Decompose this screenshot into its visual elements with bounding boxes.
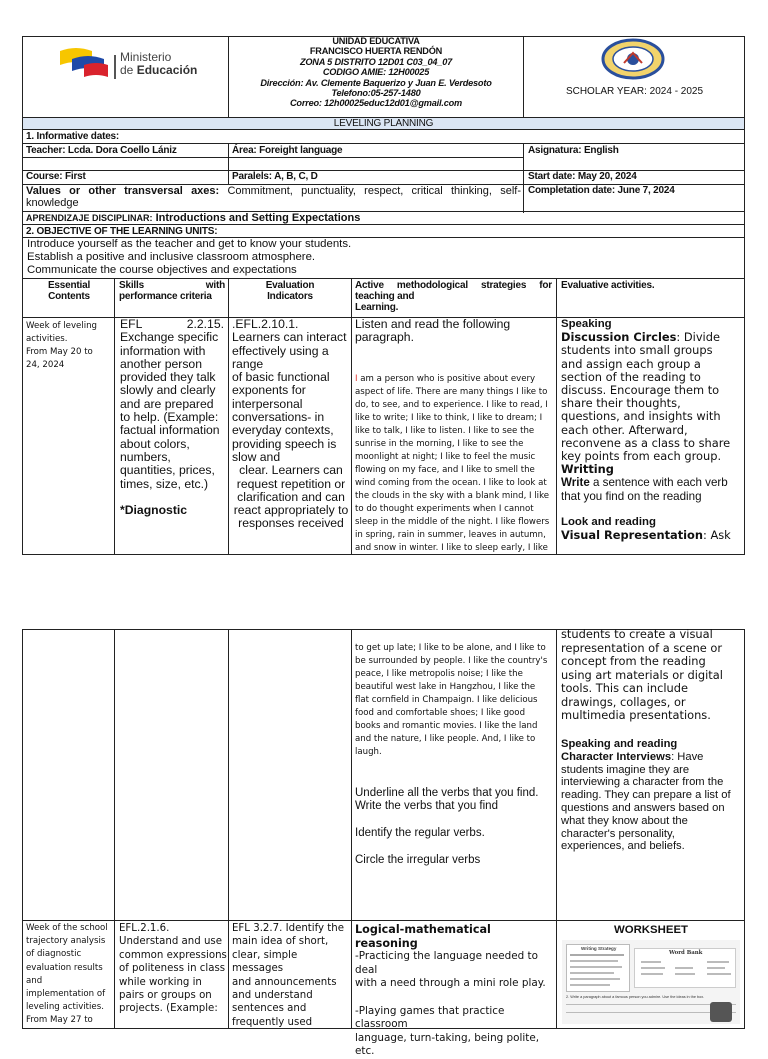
school-line: UNIDAD EDUCATIVA xyxy=(332,36,420,46)
planning-title: LEVELING PLANNING xyxy=(23,118,744,129)
skills-line: times, size, etc.) xyxy=(120,476,209,491)
diagnostic-label: *Diagnostic xyxy=(120,502,188,517)
ministerio-text: Ministerio xyxy=(120,50,172,64)
skills-line: provided they talk xyxy=(120,370,216,385)
area: Área: Foreight language xyxy=(232,145,343,156)
evaluation-line: frequently used xyxy=(232,1016,313,1028)
row1-paragraph xyxy=(355,373,553,554)
skills-line: pairs or groups on xyxy=(119,990,212,1002)
evaluation-line: interpersonal xyxy=(232,396,303,411)
skills-line: another person xyxy=(120,356,202,371)
skills-line: Understand and use xyxy=(119,936,222,948)
task-line: Underline all the verbs that you find. xyxy=(355,787,539,799)
evaluative-line: tools. This can include xyxy=(561,681,688,695)
evaluation-line: conversations- in xyxy=(232,410,325,425)
paragraph-first-letter: I xyxy=(355,374,358,384)
row2-character xyxy=(561,738,745,853)
paragraph-line: food and comfortable shoes; I like good xyxy=(355,708,526,718)
active-intro-line: Listen and read the following xyxy=(355,317,511,331)
asignatura: Asignatura: English xyxy=(528,145,619,156)
active-line: -Playing games that practice classroom xyxy=(355,1004,505,1031)
discussion-line: key points from each group. xyxy=(561,449,722,464)
worksheet-title: WORKSHEET xyxy=(613,924,689,936)
character-line: questions and answers based on xyxy=(561,801,725,814)
active-line xyxy=(355,991,553,1005)
paragraph-line: and the nature, I like people. And, I like to xyxy=(355,734,536,744)
evaluation-line: providing speech is xyxy=(232,436,337,451)
row1-skills xyxy=(120,318,224,517)
col-active-b: methodological xyxy=(396,280,468,291)
ws-prompt: 2. Write a paragraph about a famous person you admire. Use the ideas in the box. xyxy=(566,995,705,999)
objectives xyxy=(27,238,351,278)
discussion-label: Discussion Circles xyxy=(561,330,677,345)
paragraph-line: to get up late; I like to be alone, and I like to xyxy=(355,643,546,653)
school-line: CODIGO AMIE: 12H00025 xyxy=(322,67,430,78)
paragraph-line: am a person who is positive about every xyxy=(357,374,536,384)
discussion-line: questions, and insights with xyxy=(561,409,721,424)
evaluation-line: and understand xyxy=(232,990,313,1002)
discussion-line: and assign each group a xyxy=(561,356,701,371)
row3-evaluation xyxy=(232,922,350,1029)
essential-line: implementation of xyxy=(26,989,106,1000)
course: Course: First xyxy=(26,171,86,182)
section1-title: 1. Informative dates: xyxy=(26,131,120,142)
discussion-line: : Divide xyxy=(676,330,720,345)
skills-line: while working in xyxy=(119,976,202,988)
paragraph-line: beautiful west lake in Hangzhou, I like the xyxy=(355,682,536,692)
skills-line: common expressions xyxy=(119,949,227,961)
objective-item: Establish a positive and inclusive classroom atmosphere. xyxy=(27,251,316,264)
aprendizaje xyxy=(26,212,360,224)
evaluative-line: students to create a visual xyxy=(561,627,713,641)
active-intro-line: paragraph. xyxy=(355,330,414,345)
essential-line: of diagnostic xyxy=(26,949,82,960)
ws-writing-strategy: Writing Strategy xyxy=(581,946,617,951)
paragraph-line: flowing on my face, and I like to smell the xyxy=(355,465,535,475)
paragraph-line: like to write; I like to think, I like to dream; I xyxy=(355,413,543,423)
evaluation-line: react appropriately to xyxy=(233,503,349,518)
paragraph-line: in spring, rain in summer, leaves in autumn, xyxy=(355,530,546,540)
visual-rest: : Ask xyxy=(703,528,731,543)
essential-line: From May 27 to xyxy=(26,1015,93,1026)
skills-line: numbers, xyxy=(120,449,171,464)
character-line: : Have xyxy=(671,750,704,763)
teacher: Teacher: Lcda. Dora Coello Lániz xyxy=(26,145,177,156)
discussion-line: reconvene as a class to share xyxy=(561,435,731,450)
completion-date: Completation date: June 7, 2024 xyxy=(528,185,675,196)
ministerio-de: de xyxy=(120,63,134,77)
paragraph-line: sleep in the middle of the night. I like flowers xyxy=(355,517,550,527)
visual-label: Visual Representation xyxy=(561,528,703,543)
look-reading-label: Look and reading xyxy=(561,515,656,528)
essential-line: evaluation results xyxy=(26,962,103,973)
active-line: with a need through a mini role play. xyxy=(355,977,546,990)
writting-label: Writting xyxy=(561,462,614,477)
paragraph-line: do, to see, and to experience. I like to read, I xyxy=(355,400,548,410)
speaking-reading-label: Speaking and reading xyxy=(561,738,678,750)
skills-line: of politeness in class xyxy=(119,963,226,975)
ministerio-logo xyxy=(58,45,198,85)
skills-line: information with xyxy=(120,343,206,358)
ministerio-educacion: Educación xyxy=(136,63,198,77)
objective-item: Introduce yourself as the teacher and get to know your students. xyxy=(27,238,352,250)
col-skills xyxy=(119,280,225,302)
col-skills-b: with xyxy=(205,280,225,291)
col-evaluative: Evaluative activities. xyxy=(561,280,655,291)
paragraph-line: wind coming from the ocean. I like to look at xyxy=(355,478,547,488)
essential-line: Week of the school xyxy=(26,923,108,933)
speaking-label: Speaking xyxy=(561,318,612,330)
discussion-line: students into small groups xyxy=(561,343,713,358)
evaluative-line: multimedia presentations. xyxy=(561,708,711,722)
character-line: character's personality, xyxy=(561,827,675,840)
school-line: FRANCISCO HUERTA RENDÓN xyxy=(309,46,443,57)
paralels: Paralels: A, B, C, D xyxy=(232,171,318,182)
evaluation-line: range xyxy=(232,356,264,371)
essential-line: activities. xyxy=(26,334,68,344)
evaluation-line: Learners can interact xyxy=(232,330,347,345)
discussion-line: discuss. Encourage them to xyxy=(561,383,720,398)
skills-line: slowly and clearly xyxy=(120,383,216,398)
values-label: Values or other transversal axes: xyxy=(26,185,220,197)
discussion-line: section of the reading to xyxy=(561,369,701,384)
paragraph-line: be surrounded by people. I like the country's xyxy=(355,656,548,666)
character-line: interviewing a character from the xyxy=(561,776,724,789)
character-line: what they know about the xyxy=(561,814,688,827)
paragraph-line: like to talk, I like to listen. I like to see the xyxy=(355,426,535,436)
col-active-e: teaching and xyxy=(355,291,415,302)
section2-title: 2. OBJECTIVE OF THE LEARNING UNITS: xyxy=(26,226,218,237)
active-title: Logical-mathematical reasoning xyxy=(355,923,491,950)
school-line: ZONA 5 DISTRITO 12D01 C03_04_07 xyxy=(299,56,453,67)
col-active-a: Active xyxy=(355,280,384,291)
evaluative-line: drawings, collages, or xyxy=(561,694,686,709)
task-line: Circle the irregular verbs xyxy=(355,853,481,866)
evaluation-line: of basic functional xyxy=(232,370,330,385)
paragraph-line: moonlight at night; I like to feel the music xyxy=(355,452,536,462)
paragraph-line: the clouds in the sky with a blank mind, I like xyxy=(355,491,550,501)
evaluative-line: using art materials or digital xyxy=(561,667,723,682)
paragraph-line: aspect of life. There are many things I like to xyxy=(355,387,548,397)
task-line: Identify the regular verbs. xyxy=(355,827,485,839)
evaluation-line: and announcements xyxy=(232,976,337,988)
row2-evaluative xyxy=(561,628,743,723)
evaluation-line: exponents for xyxy=(232,383,306,398)
skills-line: to help. (Example: xyxy=(120,410,219,425)
row3-essential xyxy=(26,922,114,1028)
col-evaluation: Evaluation Indicators xyxy=(265,280,315,302)
active-line: -Practicing the language needed to deal xyxy=(355,950,538,976)
row1-active-intro xyxy=(355,318,553,345)
evaluation-line: .EFL.2.10.1. xyxy=(232,317,299,331)
paragraph-line: flat cornfield in Champaign. I like delicious xyxy=(355,695,538,705)
essential-line: From May 20 to xyxy=(26,347,93,357)
essential-line: and xyxy=(26,975,43,986)
paragraph-line: books and romantic movies. I like the land xyxy=(355,721,538,731)
evaluation-line: effectively using a xyxy=(232,343,329,358)
row3-skills xyxy=(119,922,227,1016)
school-line: Correo: 12h00025educ12d01@gmail.com xyxy=(289,98,462,109)
row1-essential xyxy=(26,320,114,372)
paragraph-line: to do thought experiments when I cannot xyxy=(355,504,534,514)
essential-line: 24, 2024 xyxy=(26,360,65,370)
essential-line: trajectory analysis xyxy=(26,936,106,947)
essential-line: Week of leveling xyxy=(26,321,98,331)
write-line: that you find on the reading xyxy=(561,489,702,503)
skills-line: about colors, xyxy=(120,436,190,451)
paragraph-line: and snow in winter. I like to sleep early, I like xyxy=(355,543,548,553)
school-line: Telefono:05-257-1480 xyxy=(331,88,421,99)
col-essential: Essential Contents xyxy=(47,280,91,302)
discussion-line: share their thoughts, xyxy=(561,396,681,411)
col-active-f: Learning. xyxy=(355,302,399,313)
evaluation-line: sentences and xyxy=(232,1003,307,1015)
col-skills-a: Skills xyxy=(119,280,144,291)
write-label: Write xyxy=(561,476,590,490)
write-line: a sentence with each verb xyxy=(589,476,728,490)
values-axes xyxy=(26,185,521,209)
paragraph-line: laugh. xyxy=(355,747,382,757)
start-date: Start date: May 20, 2024 xyxy=(528,171,637,182)
skills-line: EFL.2.1.6. xyxy=(119,923,170,934)
school-line: Dirección: Av. Clemente Baquerizo y Juan E. Verdesoto xyxy=(260,77,492,88)
worksheet-image xyxy=(562,940,740,1024)
skills-line: and are prepared xyxy=(120,396,214,411)
active-line: language, turn-taking, being polite, etc. xyxy=(355,1031,540,1058)
school-info xyxy=(229,36,523,109)
evaluation-line: clarification and can xyxy=(237,489,345,504)
col-skills-c: performance criteria xyxy=(119,291,212,302)
evaluation-line: main idea of short, xyxy=(232,936,329,948)
col-active-c: strategies xyxy=(480,280,527,291)
school-seal-icon xyxy=(594,38,672,80)
col-active-d: for xyxy=(539,280,552,291)
evaluative-line: concept from the reading xyxy=(561,654,706,668)
ecuador-flag-icon xyxy=(58,45,118,81)
skills-code-a: EFL xyxy=(120,317,143,331)
row1-evaluative xyxy=(561,318,743,554)
col-active xyxy=(355,280,552,313)
ws-word-bank: Word Bank xyxy=(669,950,703,956)
evaluative-line: representation of a scene or xyxy=(561,640,723,655)
row3-active xyxy=(355,923,553,1059)
evaluation-line: everyday contexts, xyxy=(232,423,334,438)
row2-paragraph xyxy=(355,642,553,759)
character-label: Character Interviews xyxy=(561,750,672,763)
skills-code-b: 2.2.15. xyxy=(186,317,224,331)
evaluation-line: request repetition or xyxy=(236,476,346,491)
essential-line: leveling activities. xyxy=(26,1002,104,1013)
values-text: Commitment, punctuality, respect, critical thinking, self-knowledge xyxy=(26,185,521,209)
character-line: reading. They can prepare a list of xyxy=(561,789,731,802)
discussion-line: each other. Afterward, xyxy=(561,422,688,437)
evaluation-line: clear. Learners can xyxy=(239,463,343,478)
task-line: Write the verbs that you find xyxy=(355,799,498,812)
character-line: students imagine they are xyxy=(561,763,690,776)
row1-evaluation xyxy=(232,318,350,531)
skills-line: quantities, prices, xyxy=(120,463,215,478)
skills-line: factual information xyxy=(120,423,220,438)
paragraph-line: peace, I like metropolis noise; I like the xyxy=(355,669,523,679)
scholar-year: SCHOLAR YEAR: 2024 - 2025 xyxy=(565,86,704,97)
evaluation-line: responses received xyxy=(238,516,344,531)
character-line: experiences, and beliefs. xyxy=(561,840,685,853)
paragraph-line: sunrise in the morning, I like to see the xyxy=(355,439,524,449)
aprendizaje-text: Introductions and Setting Expectations xyxy=(152,212,361,224)
row2-tasks xyxy=(355,787,553,866)
evaluation-line: clear, simple messages xyxy=(232,949,298,975)
skills-line: projects. (Example: xyxy=(119,1003,218,1015)
evaluation-line: EFL 3.2.7. Identify the xyxy=(232,923,345,934)
evaluation-line: slow and xyxy=(232,449,281,464)
objective-item: Communicate the course objectives and expectations xyxy=(27,264,297,277)
aprendizaje-label: APRENDIZAJE DISCIPLINAR: xyxy=(26,213,153,223)
skills-line: Exchange specific xyxy=(120,330,219,345)
